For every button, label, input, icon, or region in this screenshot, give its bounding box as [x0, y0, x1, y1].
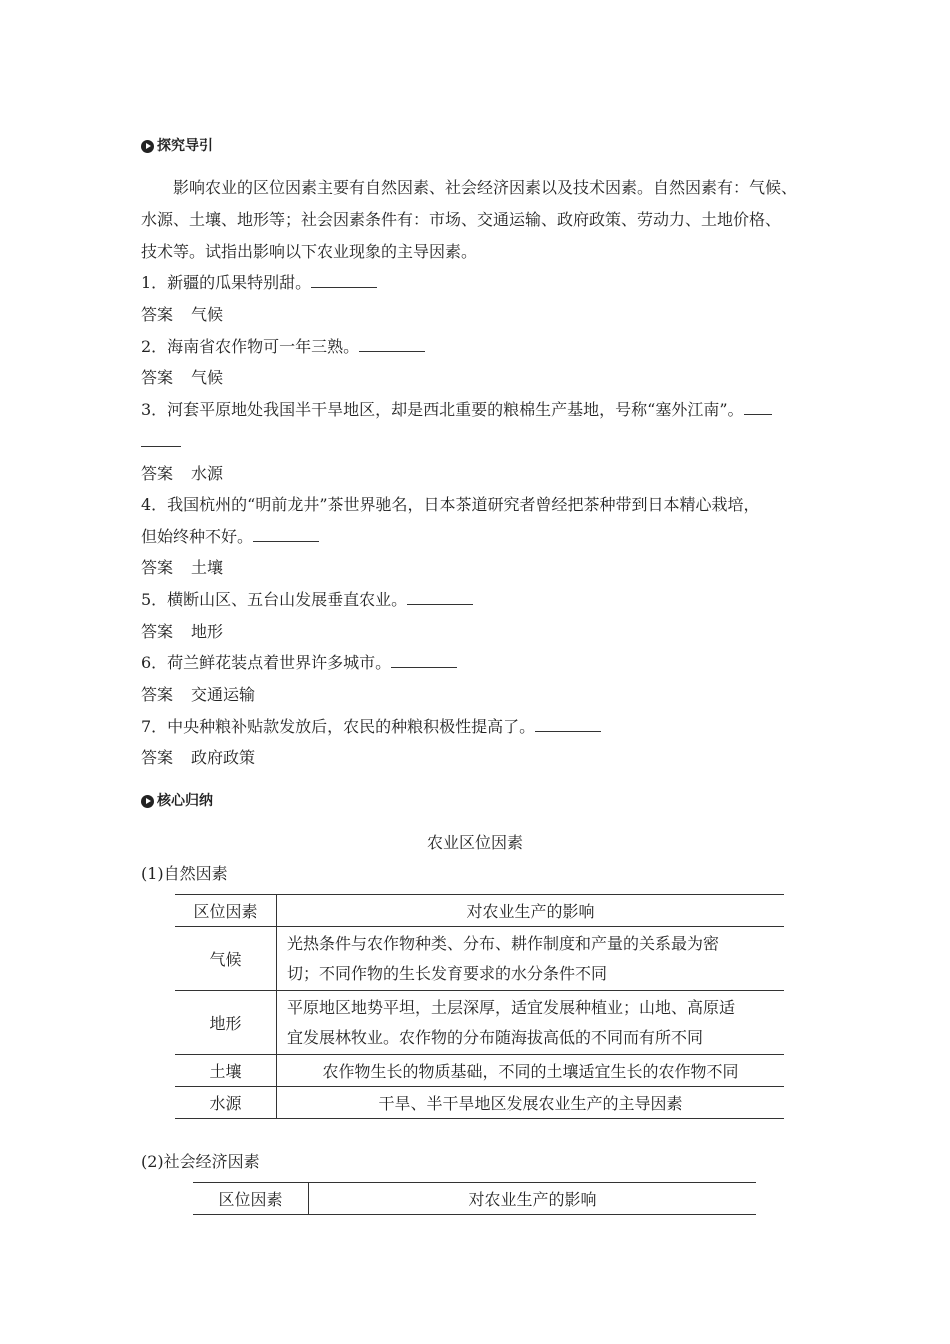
answer-6	[141, 685, 255, 705]
table-title: 农业区位因素	[426, 833, 523, 852]
effect-line: 平原地区地势平坦，土层深厚，适宜发展种植业；山地、高原适	[287, 997, 736, 1017]
answer-4	[141, 558, 223, 578]
intro-line-2: 水源、土壤、地形等；社会因素条件有：市场、交通运输、政府政策、劳动力、土地价格、	[141, 210, 782, 229]
question-2	[141, 337, 425, 357]
answer-label: 答案	[141, 368, 174, 387]
effect-cell	[277, 927, 785, 991]
play-circle-icon	[141, 140, 154, 153]
answer-blank	[744, 400, 772, 415]
answer-value: 水源	[191, 464, 224, 483]
effect-line: 宜发展林牧业。农作物的分布随海拔高低的不同而有所不同	[287, 1027, 704, 1047]
answer-blank	[311, 273, 377, 288]
answer-blank	[535, 717, 601, 732]
answer-value: 气候	[191, 368, 224, 387]
question-text: 2．海南省农作物可一年三熟。	[141, 337, 360, 356]
question-4-line-1: 4．我国杭州的“明前龙井”茶世界驰名，日本茶道研究者曾经把茶种带到日本精心栽培，	[141, 495, 760, 514]
answer-2	[141, 368, 223, 388]
table-header-row	[175, 895, 784, 927]
factor-cell: 土壤	[175, 1055, 277, 1087]
table-row	[175, 1055, 784, 1087]
question-text: 但始终种不好。	[141, 527, 254, 546]
section-title: 核心归纳	[157, 793, 213, 809]
answer-label: 答案	[141, 558, 174, 577]
column-header: 对农业生产的影响	[277, 895, 785, 927]
effect-cell	[277, 991, 785, 1055]
social-factors-table	[193, 1182, 756, 1215]
answer-label: 答案	[141, 685, 174, 704]
table-row	[175, 1087, 784, 1119]
question-text: 3．河套平原地处我国半干旱地区，却是西北重要的粮棉生产基地，号称“塞外江南”。	[141, 400, 744, 419]
intro-line-1: 影响农业的区位因素主要有自然因素、社会经济因素以及技术因素。自然因素有：气候、	[173, 178, 798, 197]
question-text: 6．荷兰鲜花装点着世界许多城市。	[141, 653, 392, 672]
column-header: 对农业生产的影响	[309, 1183, 757, 1215]
question-5	[141, 590, 473, 610]
answer-3	[141, 464, 223, 484]
answer-label: 答案	[141, 622, 174, 641]
intro-line-3: 技术等。试指出影响以下农业现象的主导因素。	[141, 242, 478, 261]
question-text: 1．新疆的瓜果特别甜。	[141, 273, 312, 292]
effect-line: 切；不同作物的生长发育要求的水分条件不同	[287, 963, 608, 983]
section-title: 探究导引	[157, 138, 213, 154]
answer-5	[141, 622, 223, 642]
table-row	[175, 927, 784, 991]
answer-blank	[407, 590, 473, 605]
effect-cell: 农作物生长的物质基础，不同的土壤适宜生长的农作物不同	[277, 1055, 785, 1087]
answer-blank	[253, 527, 319, 542]
effect-cell: 干旱、半干旱地区发展农业生产的主导因素	[277, 1087, 785, 1119]
question-6	[141, 653, 457, 673]
answer-value: 政府政策	[191, 748, 256, 767]
question-7	[141, 717, 601, 737]
question-4-line-2	[141, 527, 319, 547]
table-row	[175, 991, 784, 1055]
effect-line: 光热条件与农作物种类、分布、耕作制度和产量的关系最为密	[287, 933, 720, 953]
natural-factors-table	[175, 894, 784, 1119]
social-factors-heading: (2)社会经济因素	[141, 1152, 260, 1171]
factor-cell: 地形	[175, 991, 277, 1055]
answer-7	[141, 748, 255, 768]
answer-label: 答案	[141, 748, 174, 767]
answer-blank	[359, 337, 425, 352]
factor-cell: 气候	[175, 927, 277, 991]
answer-value: 土壤	[191, 558, 224, 577]
answer-value: 交通运输	[191, 685, 256, 704]
answer-1	[141, 305, 223, 325]
answer-blank-continued	[141, 446, 181, 447]
section-header-explore	[141, 137, 213, 155]
section-header-summary	[141, 792, 213, 810]
factor-cell: 水源	[175, 1087, 277, 1119]
question-text: 7．中央种粮补贴款发放后，农民的种粮积极性提高了。	[141, 717, 536, 736]
answer-value: 地形	[191, 622, 224, 641]
question-1	[141, 273, 377, 293]
column-header: 区位因素	[193, 1183, 309, 1215]
play-circle-icon	[141, 795, 154, 808]
question-text: 5．横断山区、五台山发展垂直农业。	[141, 590, 408, 609]
table-header-row	[193, 1183, 756, 1215]
column-header: 区位因素	[175, 895, 277, 927]
answer-value: 气候	[191, 305, 224, 324]
natural-factors-heading: (1)自然因素	[141, 864, 228, 883]
answer-blank	[391, 653, 457, 668]
question-3	[141, 400, 772, 420]
answer-label: 答案	[141, 464, 174, 483]
answer-label: 答案	[141, 305, 174, 324]
